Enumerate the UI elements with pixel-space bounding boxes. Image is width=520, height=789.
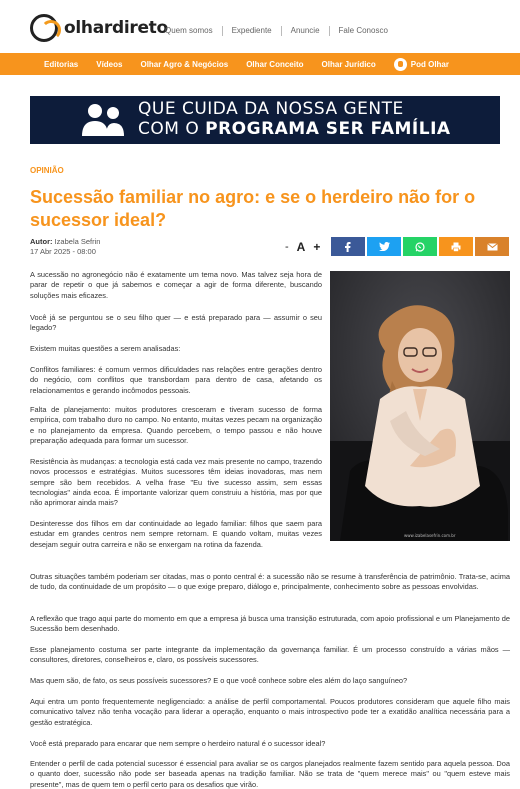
top-header <box>0 0 520 52</box>
paragraph-12: Aqui entra um ponto frequentemente negligenciado: a análise de perfil comportamental. Poucos produtores consideram que aquele filho mais comunicativo talvez não tenha vocação para liderar a operação, enquanto o mais introspectivo pode ter a exatidão analítica necessária para a gestão estratégica. <box>30 697 510 727</box>
author-photo <box>330 271 510 541</box>
share-twitter-button[interactable] <box>367 237 401 256</box>
share-buttons <box>331 237 511 256</box>
paragraph-6: Resistência às mudanças: a tecnologia está cada vez mais presente no campo, trazendo novos processos e estratégias. Muitos sucessores têm ideias inovadoras, mas nem sempre são bem recebidos. A velha frase "Eu tive sucesso assim, sem essas tecnologias" ainda ecoa. É importante valorizar quem construiu a história, mas por que não aprimorar ainda mais? <box>30 457 322 508</box>
photo-caption: www.izabelasefrin.com.br <box>404 533 456 538</box>
share-facebook-button[interactable] <box>331 237 365 256</box>
share-print-button[interactable] <box>439 237 473 256</box>
font-size-controls <box>285 240 328 254</box>
link-expediente[interactable]: Expediente <box>222 26 281 36</box>
banner-line-2: COM O PROGRAMA SER FAMÍLIA <box>138 119 451 139</box>
share-email-button[interactable] <box>475 237 509 256</box>
paragraph-9: A reflexão que trago aqui parte do momento em que a empresa já busca uma transição estruturada, com apoio profissional e um Planejamento de Sucessão bem desenhado. <box>30 614 510 634</box>
font-decrease-button[interactable]: - <box>285 241 289 253</box>
logo-mark-icon <box>30 14 58 42</box>
paragraph-14: Entender o perfil de cada potencial sucessor é essencial para avaliar se os cargos planejados realmente fazem sentido para aquela pessoa. Doa o quanto doer, sucessão não pode ser baseada apenas na tradição familiar. Não se trata de "quem merece mais" ou "quem esteve mais presente", mas de quem tem o perfil certo para os desafios que virão. <box>30 759 510 789</box>
nav-item-olhar-agro[interactable]: Olhar Agro & Negócios <box>140 59 229 69</box>
author-label: Autor: <box>30 237 53 246</box>
top-links <box>165 26 397 36</box>
paragraph-2: Você já se perguntou se o seu filho quer — e está preparado para — assumir o seu legado? <box>30 313 322 333</box>
banner-text <box>138 99 451 139</box>
article-date: 17 Abr 2025 - 08:00 <box>30 247 96 256</box>
paragraph-13: Você está preparado para encarar que nem sempre o herdeiro natural é o sucessor ideal? <box>30 739 326 748</box>
paragraph-10: Esse planejamento costuma ser parte integrante da implementação da governança familiar. É um processo construído a várias mãos — consultores, diretores, conselheiros e, claro, os possíveis sucessores. <box>30 645 510 665</box>
twitter-icon <box>379 242 390 251</box>
font-increase-button[interactable]: + <box>313 240 321 254</box>
microphone-icon <box>394 58 407 71</box>
paragraph-5: Falta de planejamento: muitos produtores cresceram e tiveram sucesso de forma empírica, com trabalho duro no campo. No entanto, muitas vezes pecam na organização e no planejamento da empresa. Quando percebem, o tempo passou e não houve preparação adequada para formar um sucessor. <box>30 405 322 445</box>
article-category[interactable]: OPINIÃO <box>30 166 64 175</box>
paragraph-8: Outras situações também poderiam ser citadas, mas o ponto central é: a sucessão não se resume à transferência de patrimônio. Trata-se, acima de tudo, da continuidade de um propósito — o que exige preparo, diálogo e, principalmente, conhecimento sobre as pessoas envolvidas. <box>30 572 510 592</box>
article-byline <box>30 237 100 257</box>
link-fale-conosco[interactable]: Fale Conosco <box>329 26 397 36</box>
article-title: Sucessão familiar no agro: e se o herdeiro não for o sucessor ideal? <box>30 187 476 230</box>
nav-item-pod-olhar[interactable] <box>394 58 449 71</box>
people-icon <box>78 100 128 140</box>
nav-item-editorias[interactable]: Editorias <box>44 59 79 69</box>
email-icon <box>487 243 498 251</box>
banner-ad[interactable] <box>30 96 500 144</box>
paragraph-1: A sucessão no agronegócio não é exatamente um tema novo. Mas talvez seja hora de parar de repetir o que já sabemos e começar a agir de forma diferente, buscando soluções mais eficazes. <box>30 270 322 300</box>
share-whatsapp-button[interactable] <box>403 237 437 256</box>
author-name: Izabela Sefrin <box>54 237 101 246</box>
paragraph-7: Desinteresse dos filhos em dar continuidade ao legado familiar: filhos que saem para estudar em grandes centros nem sempre retornam. E quando voltam, muitas vezes desejam seguir outra carreira e não se enxergam na rotina da fazenda. <box>30 519 322 549</box>
nav-item-videos[interactable]: Vídeos <box>96 59 123 69</box>
whatsapp-icon <box>415 242 425 252</box>
pod-label: Pod Olhar <box>410 59 449 69</box>
nav-item-olhar-conceito[interactable]: Olhar Conceito <box>246 59 304 69</box>
paragraph-3: Existem muitas questões a serem analisadas: <box>30 344 181 353</box>
link-quem-somos[interactable]: Quem somos <box>165 26 213 35</box>
author-portrait-image <box>330 271 510 541</box>
print-icon <box>451 242 461 252</box>
banner-line-1: QUE CUIDA DA NOSSA GENTE <box>138 99 404 119</box>
font-size-label: A <box>296 240 306 254</box>
paragraph-11: Mas quem são, de fato, os seus possíveis sucessores? E o que você conhece sobre eles além do laço sanguíneo? <box>30 676 408 685</box>
paragraph-4: Conflitos familiares: é comum vermos dificuldades nas relações entre gerações dentro do negócio, com conflitos que transbordam para dentro de casa, afetando os relacionamentos e gerando incômodos pessoais. <box>30 365 322 395</box>
logo-text: olhardireto <box>64 18 168 38</box>
site-logo[interactable] <box>30 14 168 42</box>
nav-item-olhar-juridico[interactable]: Olhar Jurídico <box>321 59 376 69</box>
link-anuncie[interactable]: Anuncie <box>281 26 329 36</box>
main-nav <box>0 53 520 75</box>
facebook-icon <box>343 242 353 252</box>
